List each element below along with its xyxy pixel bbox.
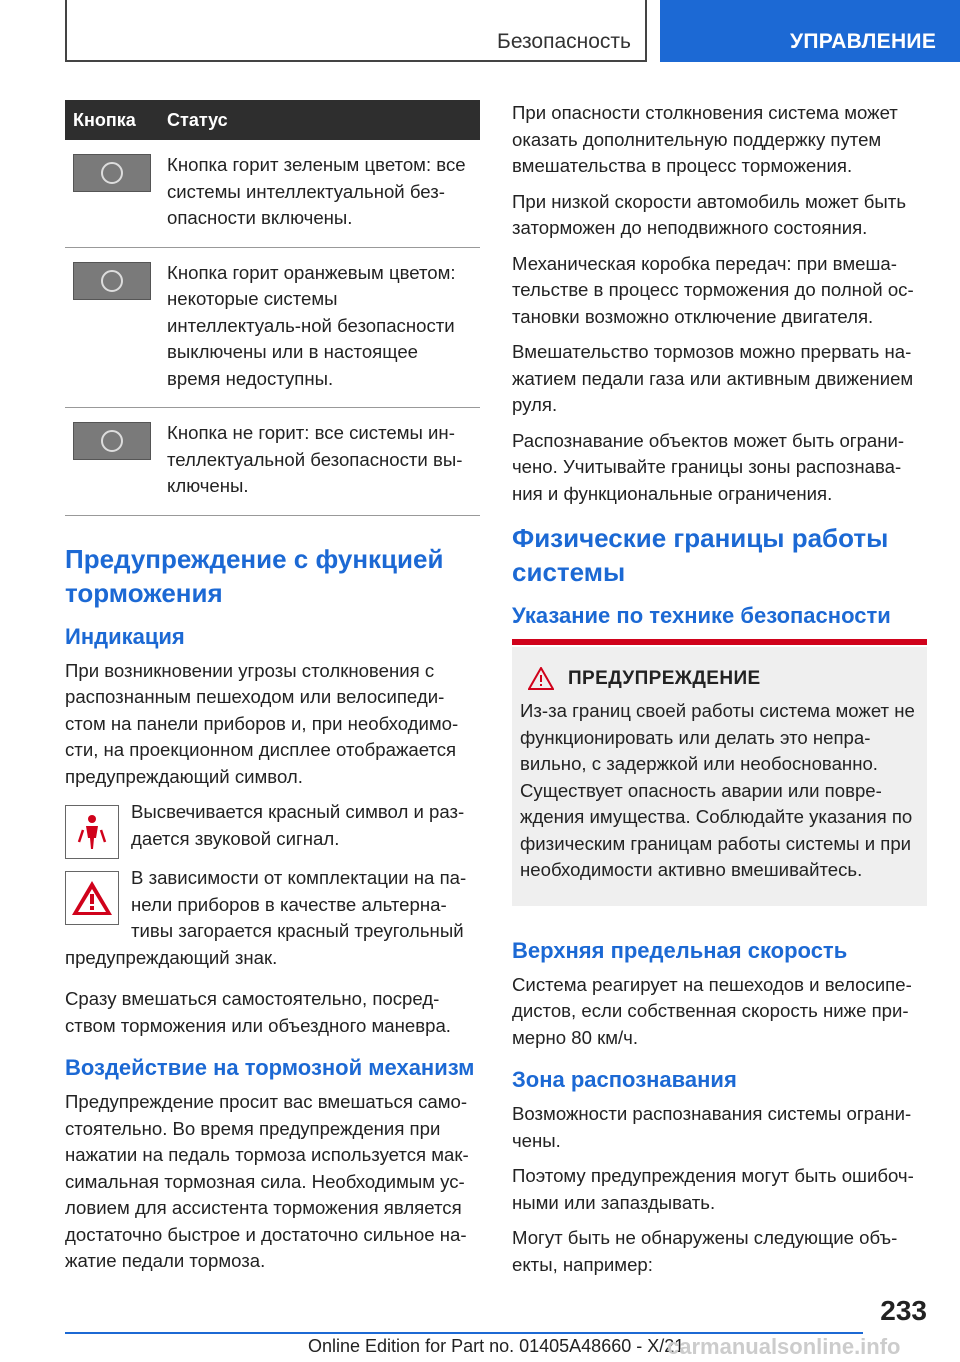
pedestrian-warning-icon — [65, 805, 119, 859]
symbol-description: В зависимости от комплектации на па-нели приборов в качестве альтерна-тивы загорается красный треугольный предупреждающий знак. — [65, 867, 467, 968]
table-row — [65, 247, 480, 408]
footer-edition: Online Edition for Part no. 01405A48660 - X/21 — [308, 1336, 685, 1356]
subheading-safety: Указание по технике безопасности — [512, 603, 891, 628]
paragraph: Распознавание объектов может быть ограни-чено. Учитывайте границы зоны распознава-ния и функциональные ограничения. — [512, 429, 905, 504]
table-row — [65, 140, 480, 247]
paragraph-brake-action: Предупреждение просит вас вмешаться само-стоятельно. Во время предупреждения при нажатии на педаль тормоза используется мак-симальная тормозная сила. Необходимым ус-ловием для ассистента торможения является достаточно быстрое и достаточно сильное на-жатие педали тормоза. — [65, 1091, 469, 1271]
paragraph: Вмешательство тормозов можно прервать на-жатием педали газа или активным движением руля. — [512, 341, 914, 415]
table-row — [65, 408, 480, 516]
status-text: Кнопка не горит: все системы ин-теллектуальной безопасности вы-ключены. — [159, 408, 480, 516]
paragraph: Поэтому предупреждения могут быть ошибоч-ными или запаздывать. — [512, 1165, 914, 1213]
section-heading-limits: Физические границы работы системы — [512, 523, 889, 587]
warning-triangle-icon — [65, 871, 119, 925]
symbol-row-pedestrian — [65, 799, 480, 861]
left-column — [65, 100, 480, 1284]
paragraph: Могут быть не обнаружены следующие объ-екты, например: — [512, 1227, 898, 1275]
subheading-indication: Индикация — [65, 623, 185, 649]
paragraph: При опасности столкновения система может оказать дополнительную поддержку путем вмешательства в процесс торможения. — [512, 102, 898, 176]
table-header — [65, 100, 480, 140]
button-status-table — [65, 100, 480, 516]
paragraph: Механическая коробка передач: при вмеша-тельстве в процесс торможения до полной ос-тановки возможно отключение двигателя. — [512, 252, 914, 327]
subheading-zone: Зона распознавания — [512, 1067, 737, 1092]
paragraph-speed: Система реагирует на пешеходов и велосипе-дистов, если собственная скорость ниже при-мерно 80 км/ч. — [512, 973, 912, 1048]
paragraph-indication: При возникновении угрозы столкновения с распознанным пешеходом или велосипеди-стом на панели приборов и, при необходимо-сти, на проекционном дисплее отображается предупреждающий символ. — [65, 659, 459, 787]
warning-title: ПРЕДУПРЕЖДЕНИЕ — [568, 667, 761, 689]
page-number: 233 — [880, 1295, 927, 1326]
warning-bar — [512, 639, 927, 645]
safety-button-icon — [73, 422, 151, 460]
status-text: Кнопка горит зеленым цветом: все системы интеллектуальной без-опасности включены. — [159, 140, 480, 247]
symbol-description: Высвечивается красный символ и раз-дается звуковой сигнал. — [131, 801, 465, 849]
section-heading-brake-warning: Предупреждение с функцией торможения — [65, 543, 444, 608]
watermark-logo: carmanualsonline.info — [667, 1334, 901, 1359]
safety-button-icon — [73, 154, 151, 192]
warning-text: Из-за границ своей работы система может не функционировать или делать это непра-вильно, с задержкой или необоснованно. Существует опасность аварии или повре-ждения имущества. Соблюдайте указания по физическим границам работы системы и при необходимости активно вмешивайтесь. — [520, 700, 915, 880]
paragraph: При низкой скорости автомобиль может быть заторможен до неподвижного состояния. — [512, 190, 907, 238]
paragraph: Возможности распознавания системы ограни-чены. — [512, 1103, 912, 1151]
warning-triangle-icon — [528, 667, 554, 690]
header-section-label: Безопасность — [497, 30, 631, 53]
paragraph-intervene: Сразу вмешаться самостоятельно, посред-ством торможения или объездного маневра. — [65, 988, 451, 1036]
header-chapter-tab — [660, 0, 960, 62]
column-header-status: Статус — [159, 100, 480, 140]
right-column — [512, 100, 927, 1287]
header-chapter-label: УПРАВЛЕНИЕ — [790, 30, 937, 53]
subheading-brake-action: Воздействие на тормозной механизм — [65, 1055, 475, 1080]
symbol-row-triangle — [65, 865, 480, 971]
header-section-tab — [65, 0, 647, 62]
warning-box — [512, 647, 927, 906]
subheading-speed: Верхняя предельная скорость — [512, 937, 848, 963]
safety-button-icon — [73, 262, 151, 300]
status-text: Кнопка горит оранжевым цветом: некоторые системы интеллектуаль-ной безопасности выключены или в настоящее время недоступны. — [159, 247, 480, 408]
column-header-button: Кнопка — [65, 100, 159, 140]
